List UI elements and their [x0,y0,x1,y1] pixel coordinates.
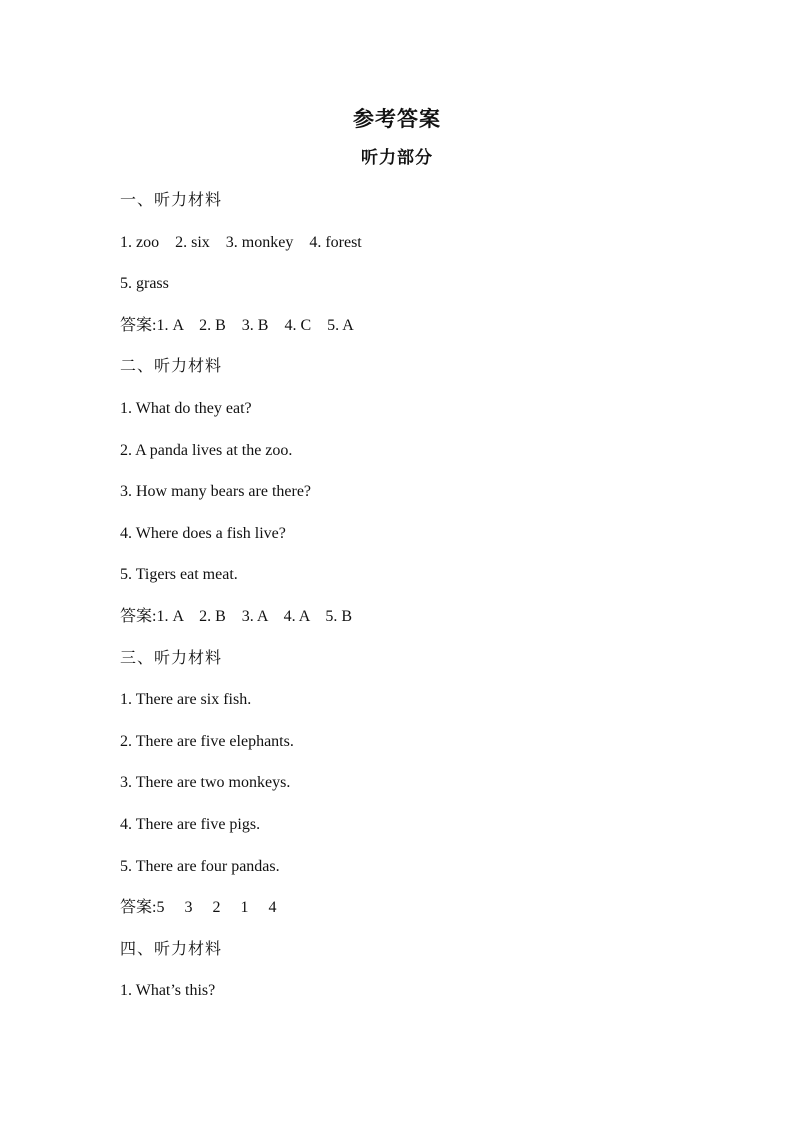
answer-line-3: 答案:5 3 2 1 4 [120,899,277,917]
text-line: 1. There are six fish. [120,691,252,709]
section-heading-3: 三、听力材料 [120,649,223,667]
text-line: 3. There are two monkeys. [120,774,291,792]
text-line: 1. What do they eat? [120,399,252,417]
text-line: 4. There are five pigs. [120,815,261,833]
section-heading-1: 一、听力材料 [120,192,223,209]
document-body [120,187,720,1019]
section-subtitle: 听力部分 [361,148,433,167]
text-line: 4. Where does a fish live? [120,524,286,542]
page-title: 参考答案 [353,107,441,131]
text-line: 3. How many bears are there? [120,483,312,501]
text-line: 5. Tigers eat meat. [120,566,238,584]
text-line: 1. What’s this? [120,982,216,1000]
answer-line-1: 答案:1. A 2. B 3. B 4. C 5. A [120,316,354,334]
section-heading-4: 四、听力材料 [120,940,223,958]
section-heading-2: 二、听力材料 [120,358,223,376]
text-line: 2. There are five elephants. [120,732,294,750]
text-line: 5. grass [120,275,169,293]
text-line: 5. There are four pandas. [120,857,280,875]
text-line: 2. A panda lives at the zoo. [120,441,293,459]
answer-line-2: 答案:1. A 2. B 3. A 4. A 5. B [120,607,353,625]
text-line: 1. zoo 2. six 3. monkey 4. forest [120,233,362,251]
